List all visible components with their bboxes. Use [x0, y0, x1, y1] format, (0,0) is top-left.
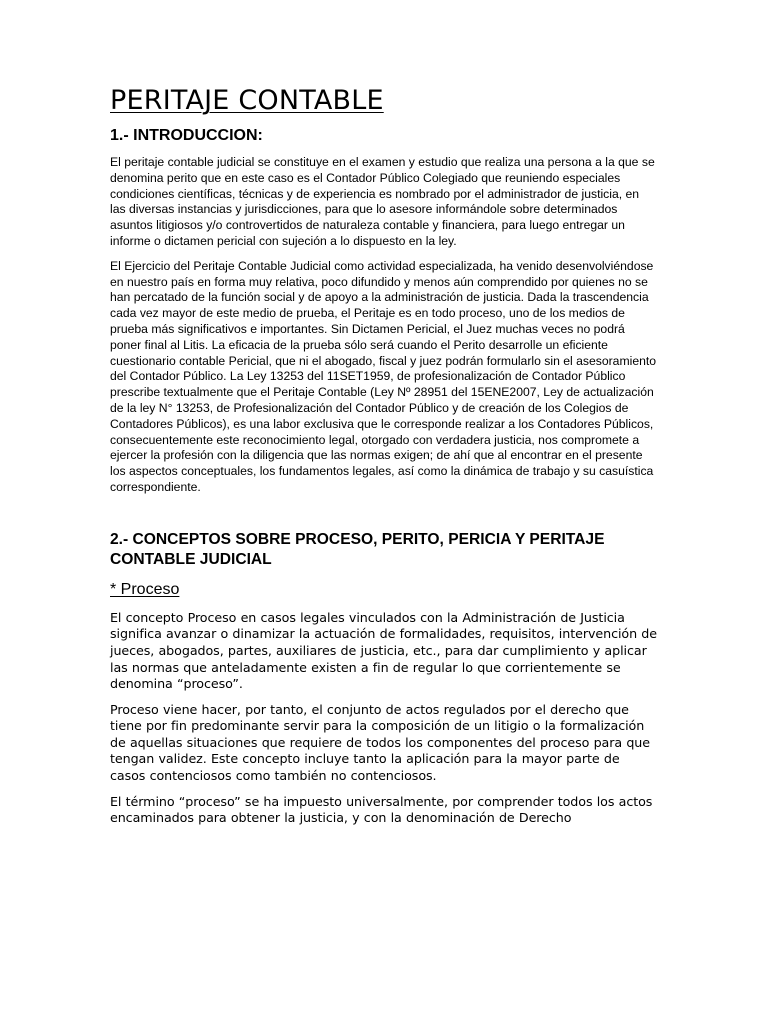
document-page [110, 84, 657, 836]
paragraph-proceso-1: El concepto Proceso en casos legales vinculados con la Administración de Justicia significa avanzar o dinamizar la actuación de formalidades, requisitos, intervención de jueces, abogados, partes, auxiliares de justicia, etc., para dar cumplimiento y aplicar las normas que anteladamente existen a fin de regular lo que corrientemente se denomina “proceso”. [110, 609, 658, 692]
paragraph-proceso-3: El término “proceso” se ha impuesto universalmente, por comprender todos los actos encaminados para obtener la justicia, y con la denominación de Derecho [110, 793, 653, 826]
document-title: PERITAJE CONTABLE [110, 85, 384, 116]
paragraph-introduccion-1: El peritaje contable judicial se constituye en el examen y estudio que realiza una persona a la que se denomina perito que en este caso es el Contador Público Colegiado que reuniendo especiales condiciones científicas, técnicas y de experiencia es nombrado por el administrador de justicia, en las diversas instancias y jurisdicciones, para que lo asesore informándole sobre determinados asuntos litigiosos y/o controvertidos de naturaleza contable y financiera, para luego entregar un informe o dictamen pericial con sujeción a lo dispuesto en la ley. [110, 155, 655, 248]
section-heading-introduccion: 1.- INTRODUCCION: [110, 127, 263, 144]
paragraph-proceso-2: Proceso viene hacer, por tanto, el conjunto de actos regulados por el derecho que tiene por fin predominante servir para la composición de un litigio o la formalización de aquellas situaciones que requiere de todos los componentes del proceso para que tengan validez. Este concepto incluye tanto la aplicación para la mayor parte de casos contenciosos como también no contenciosos. [110, 701, 650, 784]
subheading-proceso: * Proceso [110, 580, 180, 598]
section-heading-conceptos: 2.- CONCEPTOS SOBRE PROCESO, PERITO, PERICIA Y PERITAJE CONTABLE JUDICIAL [110, 530, 605, 568]
paragraph-introduccion-2: El Ejercicio del Peritaje Contable Judicial como actividad especializada, ha venido desenvolviéndose en nuestro país en forma muy relativa, poco difundido y menos aún comprendido por quienes no se han percatado de la función social y de apoyo a la administración de justicia. Dada la trascendencia cada vez mayor de este medio de prueba, el Peritaje es en todo proceso, uno de los medios de prueba más significativos e importantes. Sin Dictamen Pericial, el Juez muchas veces no podrá poner final al Litis. La eficacia de la prueba sólo será cuando el Perito desarrolle un eficiente cuestionario contable Pericial, que ni el abogado, fiscal y juez podrán formularlo sin el asesoramiento del Contador Público. La Ley 13253 del 11SET1959, de profesionalización de Contador Público prescribe textualmente que el Peritaje Contable (Ley Nº 28951 del 15ENE2007, Ley de actualización de la ley N° 13253, de Profesionalización del Contador Público y de creación de los Colegios de Contadores Públicos), es una labor exclusiva que le corresponde realizar a los Contadores Públicos, consecuentemente este reconocimiento legal, otorgado con verdadera justicia, nos compromete a ejercer la profesión con la diligencia que las normas exigen; de ahí que al encontrar en el presente los aspectos conceptuales, los fundamentos legales, así como la dinámica de trabajo y su casuística correspondiente. [110, 258, 657, 494]
